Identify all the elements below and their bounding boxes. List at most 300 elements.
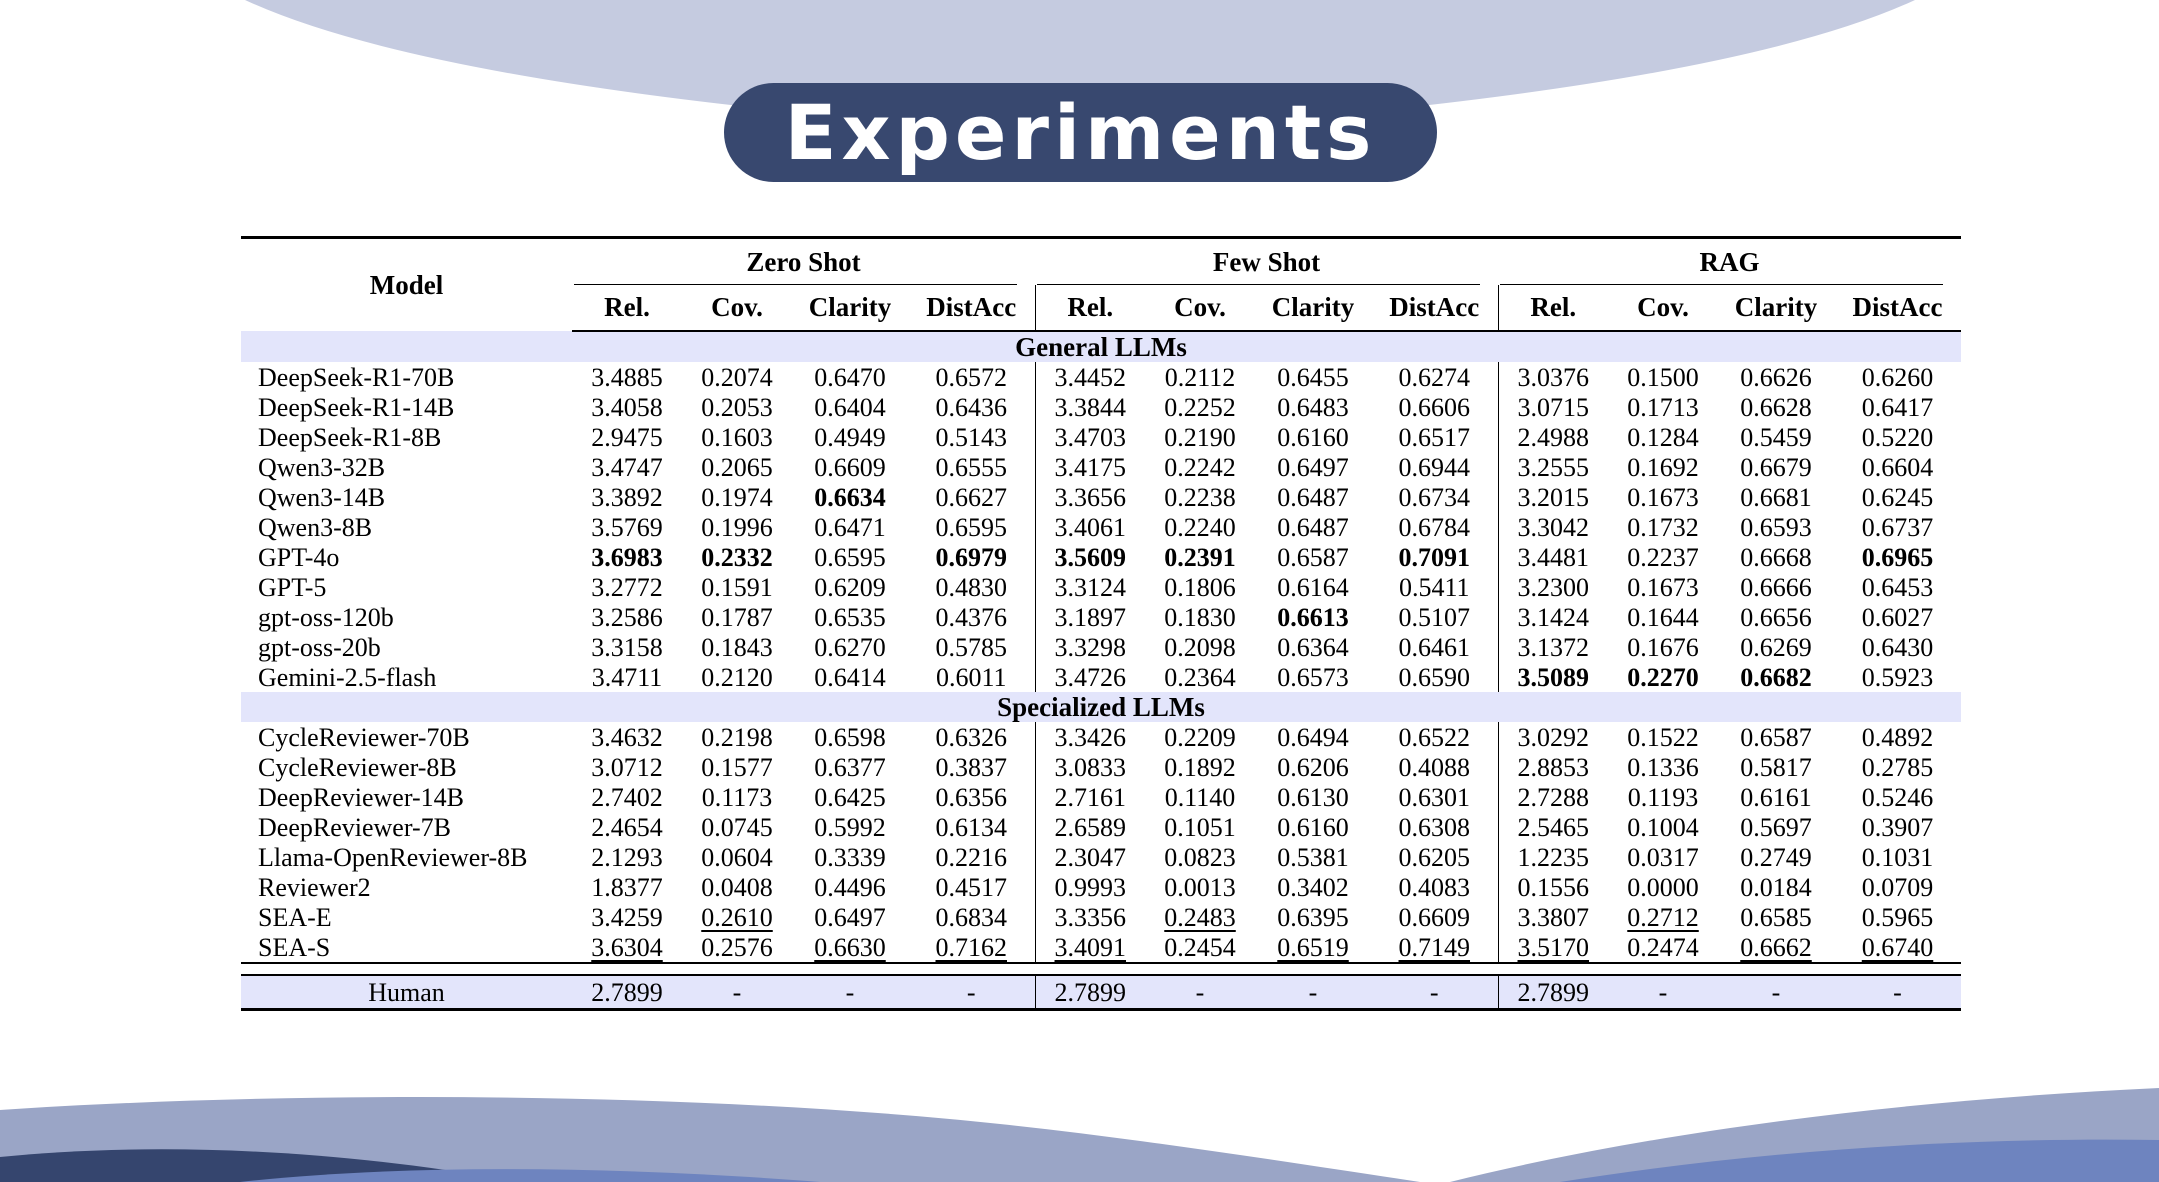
value-cell: [1608, 542, 1718, 572]
value-text: 0.6414: [814, 662, 886, 692]
value-cell: [1255, 512, 1371, 542]
value-cell: [1834, 482, 1961, 512]
value-text: 3.5609: [1054, 542, 1127, 572]
model-name-cell: gpt-oss-120b: [258, 602, 394, 632]
value-cell: [1498, 452, 1608, 482]
value-text: 0.4949: [814, 422, 886, 452]
value-cell: [1035, 512, 1145, 542]
value-text: 0.5459: [1740, 422, 1812, 452]
value-text: 0.1051: [1164, 812, 1236, 842]
value-cell: [908, 752, 1035, 782]
value-cell: [682, 782, 792, 812]
value-text: -: [1308, 977, 1318, 1007]
value-text: 2.5465: [1517, 812, 1590, 842]
value-text: 0.2216: [935, 842, 1007, 872]
value-cell: [572, 542, 682, 572]
value-text: 0.6483: [1277, 392, 1349, 422]
value-cell: [1255, 632, 1371, 662]
value-cell: [1035, 362, 1145, 392]
value-cell: [908, 482, 1035, 512]
value-text: 0.4830: [935, 572, 1007, 602]
value-cell: [1371, 632, 1498, 662]
value-text: 0.1004: [1627, 812, 1699, 842]
value-text: 0.6598: [814, 722, 886, 752]
value-text: 0.9993: [1054, 872, 1127, 902]
value-text: 0.6011: [935, 662, 1007, 692]
value-text: 0.6604: [1861, 452, 1934, 482]
value-text: 0.2053: [701, 392, 773, 422]
value-cell: [682, 902, 792, 932]
value-cell: [1608, 812, 1718, 842]
bottom-wave-decoration: [0, 1062, 2159, 1182]
value-text: 0.6471: [814, 512, 886, 542]
value-cell: [1035, 542, 1145, 572]
value-text: 0.4083: [1398, 872, 1471, 902]
table-row: [241, 452, 1961, 482]
table-row: [241, 662, 1961, 692]
value-cell: [1255, 482, 1371, 512]
value-cell: [1608, 602, 1718, 632]
value-cell: [572, 932, 682, 963]
value-cell: [908, 782, 1035, 812]
value-cell: [1498, 722, 1608, 752]
value-cell: [908, 902, 1035, 932]
value-cell: [572, 722, 682, 752]
value-cell: [572, 752, 682, 782]
metric-header: Clarity: [1718, 285, 1834, 331]
value-cell: [1145, 752, 1255, 782]
value-cell: [572, 452, 682, 482]
value-cell: [1834, 422, 1961, 452]
value-text: 0.1193: [1627, 782, 1699, 812]
value-text: 0.1676: [1627, 632, 1699, 662]
value-cell: [1608, 752, 1718, 782]
value-cell: [908, 842, 1035, 872]
value-text: 0.6593: [1740, 512, 1812, 542]
value-cell: [1608, 422, 1718, 452]
value-cell: [1498, 812, 1608, 842]
value-text: 0.6494: [1277, 722, 1349, 752]
value-cell: [1371, 392, 1498, 422]
value-cell: [792, 482, 908, 512]
value-text: 3.3656: [1054, 482, 1127, 512]
value-cell: [1834, 392, 1961, 422]
value-cell: [1255, 362, 1371, 392]
table-row: [241, 422, 1961, 452]
value-text: 0.6630: [814, 932, 886, 962]
value-text: 0.6626: [1740, 362, 1812, 392]
value-cell: [792, 932, 908, 963]
value-cell: [1255, 722, 1371, 752]
value-text: 2.7288: [1517, 782, 1590, 812]
value-cell: [1718, 842, 1834, 872]
value-text: 0.6326: [935, 722, 1007, 752]
value-cell: [1145, 542, 1255, 572]
value-text: 1.2235: [1517, 842, 1590, 872]
value-cell: [1371, 872, 1498, 902]
value-cell: [682, 632, 792, 662]
value-text: 0.6784: [1398, 512, 1471, 542]
value-cell: [908, 512, 1035, 542]
value-cell: [1371, 542, 1498, 572]
value-cell: [1718, 932, 1834, 963]
value-cell: [792, 842, 908, 872]
value-cell: [1145, 932, 1255, 963]
value-text: 0.6209: [814, 572, 886, 602]
value-cell: [792, 512, 908, 542]
value-cell: [1718, 662, 1834, 692]
table-row: [241, 392, 1961, 422]
value-text: 0.1336: [1627, 752, 1699, 782]
value-text: 0.6590: [1398, 662, 1471, 692]
value-text: -: [1658, 977, 1668, 1007]
table-row: [241, 722, 1961, 752]
model-name-cell: Qwen3-8B: [258, 512, 373, 542]
value-text: 2.7899: [1517, 977, 1590, 1007]
value-text: 3.4703: [1054, 422, 1127, 452]
value-cell: [1145, 975, 1255, 1010]
value-text: 0.2190: [1164, 422, 1236, 452]
value-text: 0.5220: [1861, 422, 1934, 452]
value-text: 2.6589: [1054, 812, 1127, 842]
value-cell: [1834, 932, 1961, 963]
value-cell: [1371, 662, 1498, 692]
value-cell: [1145, 452, 1255, 482]
value-text: 0.5785: [935, 632, 1007, 662]
value-cell: [1498, 482, 1608, 512]
value-text: 3.4061: [1054, 512, 1127, 542]
value-cell: [1145, 482, 1255, 512]
value-text: 0.1556: [1517, 872, 1590, 902]
value-text: 0.5923: [1861, 662, 1934, 692]
value-text: 3.4726: [1054, 662, 1127, 692]
value-cell: [1718, 975, 1834, 1010]
value-cell: [792, 662, 908, 692]
value-text: 0.6609: [1398, 902, 1471, 932]
value-cell: [1255, 932, 1371, 963]
value-cell: [1145, 902, 1255, 932]
value-cell: [1255, 872, 1371, 902]
value-cell: [792, 975, 908, 1010]
value-cell: [1035, 975, 1145, 1010]
value-cell: [1255, 422, 1371, 452]
value-cell: [908, 452, 1035, 482]
value-cell: [682, 812, 792, 842]
value-text: 2.4988: [1517, 422, 1590, 452]
value-text: 0.2270: [1627, 662, 1699, 692]
value-cell: [1834, 752, 1961, 782]
value-cell: [682, 842, 792, 872]
value-cell: [682, 602, 792, 632]
value-text: 0.1644: [1627, 602, 1699, 632]
value-text: 0.6027: [1861, 602, 1934, 632]
value-text: -: [845, 977, 855, 1007]
value-cell: [1035, 572, 1145, 602]
metric-header: DistAcc: [1834, 285, 1961, 331]
value-cell: [1035, 452, 1145, 482]
value-cell: [572, 422, 682, 452]
value-cell: [572, 902, 682, 932]
value-text: 0.1031: [1861, 842, 1934, 872]
value-cell: [1145, 422, 1255, 452]
metric-header: Cov.: [1145, 285, 1255, 331]
value-text: 0.1603: [701, 422, 773, 452]
value-text: 0.6487: [1277, 512, 1349, 542]
value-cell: [1371, 512, 1498, 542]
value-cell: [1371, 782, 1498, 812]
value-text: 0.2712: [1627, 902, 1699, 932]
value-cell: [682, 392, 792, 422]
value-text: 3.3124: [1054, 572, 1127, 602]
table-row: [241, 752, 1961, 782]
value-text: 2.7402: [591, 782, 663, 812]
value-cell: [1718, 512, 1834, 542]
value-text: 3.4452: [1054, 362, 1127, 392]
value-text: 3.3042: [1517, 512, 1590, 542]
value-cell: [572, 975, 682, 1010]
value-cell: [1718, 452, 1834, 482]
value-text: 3.3844: [1054, 392, 1127, 422]
value-cell: [1145, 512, 1255, 542]
value-text: -: [1893, 977, 1902, 1007]
value-cell: [1608, 452, 1718, 482]
value-text: 0.6160: [1277, 422, 1349, 452]
model-name-cell: CycleReviewer-70B: [258, 722, 470, 752]
section-header-row: [241, 692, 1961, 722]
value-text: 0.6572: [935, 362, 1007, 392]
value-cell: [572, 512, 682, 542]
value-text: 3.5170: [1517, 932, 1590, 962]
model-name-cell: GPT-4o: [258, 542, 340, 572]
metric-header: Rel.: [1498, 285, 1608, 331]
value-text: 3.3807: [1517, 902, 1590, 932]
value-text: 0.6206: [1277, 752, 1349, 782]
value-text: 0.6455: [1277, 362, 1349, 392]
value-cell: [1255, 902, 1371, 932]
value-text: -: [966, 977, 976, 1007]
value-text: 0.5381: [1277, 842, 1349, 872]
value-cell: [1255, 662, 1371, 692]
value-cell: [1498, 602, 1608, 632]
value-text: 3.2015: [1517, 482, 1590, 512]
value-cell: [1718, 812, 1834, 842]
group-header-rag: RAG: [1498, 238, 1961, 286]
value-cell: [1718, 782, 1834, 812]
value-cell: [1834, 975, 1961, 1010]
value-text: 0.6609: [814, 452, 886, 482]
value-cell: [1371, 482, 1498, 512]
value-text: 0.2238: [1164, 482, 1236, 512]
value-cell: [1608, 662, 1718, 692]
value-text: 0.6627: [935, 482, 1007, 512]
value-text: 3.4091: [1054, 932, 1127, 962]
value-cell: [1834, 632, 1961, 662]
value-text: 3.2586: [591, 602, 663, 632]
value-cell: [1718, 602, 1834, 632]
value-cell: [792, 362, 908, 392]
value-text: 0.0709: [1861, 872, 1934, 902]
value-cell: [1718, 632, 1834, 662]
value-cell: [1498, 842, 1608, 872]
value-cell: [1498, 572, 1608, 602]
value-text: 0.6734: [1398, 482, 1471, 512]
value-text: 0.1173: [701, 782, 773, 812]
value-cell: [1035, 782, 1145, 812]
table-row: [241, 932, 1961, 963]
value-cell: [682, 362, 792, 392]
value-text: 0.1732: [1627, 512, 1699, 542]
value-cell: [1834, 362, 1961, 392]
value-text: 0.6487: [1277, 482, 1349, 512]
value-text: 0.6164: [1277, 572, 1349, 602]
metric-header: Cov.: [1608, 285, 1718, 331]
value-cell: [1718, 722, 1834, 752]
results-table: [241, 236, 1961, 1011]
value-text: 0.2098: [1164, 632, 1236, 662]
value-text: 3.1372: [1517, 632, 1590, 662]
value-text: 0.0823: [1164, 842, 1236, 872]
value-cell: [1498, 975, 1608, 1010]
value-text: 2.9475: [591, 422, 663, 452]
value-cell: [1371, 422, 1498, 452]
value-text: 0.6595: [814, 542, 886, 572]
value-text: 0.4376: [935, 602, 1007, 632]
value-text: 0.4496: [814, 872, 886, 902]
value-text: 0.3907: [1861, 812, 1934, 842]
value-text: 0.6301: [1398, 782, 1471, 812]
value-cell: [1371, 842, 1498, 872]
value-text: 0.0604: [701, 842, 773, 872]
value-text: 0.2610: [701, 902, 773, 932]
value-cell: [1035, 932, 1145, 963]
value-text: 0.6134: [935, 812, 1007, 842]
value-text: 3.6304: [591, 932, 663, 962]
value-cell: [682, 452, 792, 482]
value-text: 0.0745: [701, 812, 773, 842]
value-text: 0.6377: [814, 752, 886, 782]
value-cell: [572, 572, 682, 602]
value-cell: [682, 482, 792, 512]
table-row: [241, 362, 1961, 392]
value-text: 3.4747: [591, 452, 663, 482]
value-text: 0.1787: [701, 602, 773, 632]
value-text: 0.6595: [935, 512, 1007, 542]
value-cell: [1834, 602, 1961, 632]
value-cell: [792, 632, 908, 662]
section-header-row: [241, 331, 1961, 362]
value-cell: [1718, 422, 1834, 452]
value-cell: [908, 422, 1035, 452]
value-cell: [792, 872, 908, 902]
value-text: 0.6628: [1740, 392, 1812, 422]
value-cell: [908, 602, 1035, 632]
metric-header: Cov.: [682, 285, 792, 331]
metric-header: Rel.: [572, 285, 682, 331]
value-cell: [1834, 782, 1961, 812]
value-cell: [908, 932, 1035, 963]
value-text: 3.0376: [1517, 362, 1590, 392]
value-cell: [1145, 662, 1255, 692]
value-cell: [908, 362, 1035, 392]
value-text: 0.6662: [1740, 932, 1812, 962]
value-text: 0.2237: [1627, 542, 1699, 572]
value-text: 0.4892: [1861, 722, 1934, 752]
value-text: 0.6587: [1740, 722, 1812, 752]
model-name-cell: SEA-E: [258, 902, 332, 932]
value-cell: [908, 662, 1035, 692]
value-cell: [1145, 842, 1255, 872]
value-text: 0.6404: [814, 392, 886, 422]
value-text: 0.6979: [935, 542, 1007, 572]
value-text: 3.3158: [591, 632, 663, 662]
value-text: 0.5246: [1861, 782, 1934, 812]
value-cell: [792, 782, 908, 812]
value-text: 0.0317: [1627, 842, 1699, 872]
value-cell: [1145, 632, 1255, 662]
model-name-cell: GPT-5: [258, 572, 327, 602]
value-cell: [1255, 602, 1371, 632]
value-cell: [1718, 542, 1834, 572]
table-row: [241, 812, 1961, 842]
value-cell: [1371, 812, 1498, 842]
model-name-cell: Qwen3-14B: [258, 482, 386, 512]
value-cell: [1145, 872, 1255, 902]
value-text: 3.6983: [591, 542, 663, 572]
value-cell: [792, 572, 908, 602]
value-cell: [1255, 782, 1371, 812]
value-cell: [1498, 932, 1608, 963]
value-cell: [792, 422, 908, 452]
table-row: [241, 482, 1961, 512]
value-text: 0.5107: [1398, 602, 1471, 632]
value-text: 3.4632: [591, 722, 663, 752]
value-text: 0.6205: [1398, 842, 1471, 872]
value-cell: [572, 842, 682, 872]
value-cell: [1145, 602, 1255, 632]
value-text: 0.0408: [701, 872, 773, 902]
table-row: [241, 902, 1961, 932]
value-text: 3.4885: [591, 362, 663, 392]
value-text: 3.4259: [591, 902, 663, 932]
value-cell: [682, 662, 792, 692]
value-cell: [1718, 482, 1834, 512]
value-text: 0.6436: [935, 392, 1007, 422]
value-text: 3.3298: [1054, 632, 1127, 662]
value-text: 0.1673: [1627, 572, 1699, 602]
section-title: General LLMs: [241, 331, 1961, 362]
metric-header: Clarity: [792, 285, 908, 331]
value-text: 2.7899: [591, 977, 663, 1007]
value-cell: [682, 752, 792, 782]
value-cell: [1145, 782, 1255, 812]
value-text: 2.7161: [1054, 782, 1127, 812]
value-text: 0.5965: [1861, 902, 1934, 932]
value-text: 0.2120: [701, 662, 773, 692]
value-text: 0.1673: [1627, 482, 1699, 512]
value-text: 0.6425: [814, 782, 886, 812]
value-cell: [1718, 752, 1834, 782]
value-cell: [1498, 902, 1608, 932]
value-text: 0.6834: [935, 902, 1007, 932]
model-name-cell: DeepReviewer-7B: [258, 812, 451, 842]
value-text: 0.6740: [1861, 932, 1934, 962]
value-cell: [908, 722, 1035, 752]
value-text: 3.1897: [1054, 602, 1127, 632]
model-name-cell: Reviewer2: [258, 872, 371, 902]
value-cell: [792, 392, 908, 422]
value-text: 2.8853: [1517, 752, 1590, 782]
value-cell: [792, 722, 908, 752]
